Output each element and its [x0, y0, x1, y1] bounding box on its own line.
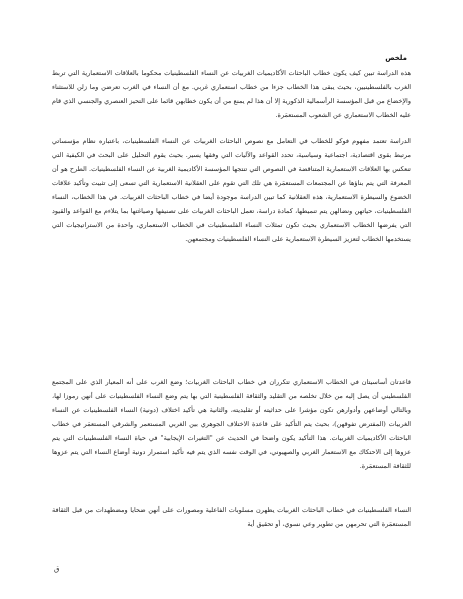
- paragraph-4: النساء الفلسطينيات في خطاب الباحثات الغربيات يظهرن مسلوبات الفاعلية ومصورات على أنهن ضحايا ومضطهدات من قبل الثقافة المستعمَرة التي تحرمهن من تطوير وعي نسوي، أو تحقيق أية: [52, 506, 411, 528]
- abstract-heading: ملخص: [385, 54, 407, 62]
- paragraph-3: قاعدتان أساسيتان في الخطاب الاستعماري تتكرران في خطاب الباحثات الغربيات؛ وضع الغرب على أنه المعيار الذي على المجتمع الفلسطيني أن يصل إليه من خلال تخلصه من التقليد والثقافة الفلسطينية التي بها يتم وضع النساء الفلسطينيات على أنهن رموزا لها، وبالتالي أوضاعهن وأدوارهن تكون مؤشرا على حداثيته أو تقليديته، والثانية هي تأكيد اختلاف (دونية) النساء الفلسطينيات عن النساء الغربيات (المفترض تفوقهن)، بحيث يتم التأكيد على قاعدة الاختلاف الجوهري بين الغربي المستعمر والشرقي المستعمَر في خطاب الباحثات الأكاديميات الغربيات. هذا التأكيد يكون واضحا في الحديث عن "التغيرات الإيجابية" في حياة النساء الفلسطينيات التي يتم عزوها إلى الاحتكاك مع الاستعمار الغربي والصهيوني، في الوقت نفسه الذي يتم فيه تأكيد استمرار دونية أوضاع النساء التي يتم عزوها للثقافة المستعمَرة.: [52, 378, 411, 470]
- paragraph-2: الدراسة تعتمد مفهوم فوكو للخطاب في التعامل مع نصوص الباحثات الغربيات عن النساء الفلسطينيات، باعتباره نظام مؤسساتي مرتبط بقوى اقتصادية، اجتماعية وسياسية، تحدد القواعد والآليات التي وفقها يسير. بحيث يقوم التحليل على البحث في الكيفية التي تنعكس بها العلاقات الاستعمارية المتناقضة في النصوص التي تنتجها المؤسسة الأكاديمية الغربية عن النساء الفلسطينيات. الطرح هو أن المعرفة التي يتم بناؤها عن المجتمعات المستعمَرة هي تلك التي تقوم على العقلانية الاستعمارية التي تسعى إلى تثبيت وتأكيد علاقات الخضوع والسيطرة الاستعمارية، هذه العقلانية كما تبين الدراسة موجودة أيضا في خطاب الباحثات الغربيات. في هذا الخطاب، النساء الفلسطينيات، حياتهن ونضالهن يتم تنميطها، كمادة دراسة، تعمل الباحثات الغربيات على تصنيفها وصياغتها بما يتلاءم مع القواعد والقيود التي يفرضها الخطاب الاستعماري بحيث تكون تمثلات النساء الفلسطينيات في الخطاب الاستعماري، واحدة من الاستراتيجيات التي يستخدمها الخطاب لتعزيز السيطرة الاستعمارية على النساء الفلسطينيات ومجتمعهن.: [52, 137, 412, 243]
- page-number: ق: [54, 565, 60, 573]
- paragraph-1: هذه الدراسة تبين كيف يكون خطاب الباحثات الأكاديميات الغربيات عن النساء الفلسطينيات محكوما بالعلاقات الاستعمارية التي تربط الغرب بالفلسطينيين، بحيث يبقى هذا الخطاب جزءا من خطاب استعماري غربي. مع أن النساء في الغرب تعرضن وما زلن للاستثناء والإخضاع من قبل المؤسسة الرأسمالية الذكورية إلا أن هذا لم يمنع من أن يكون خطابهن قائما على التحيز العنصري والجنسي الذي قام عليه الخطاب الاستعماري عن الشعوب المستعمَرة.: [52, 69, 411, 119]
